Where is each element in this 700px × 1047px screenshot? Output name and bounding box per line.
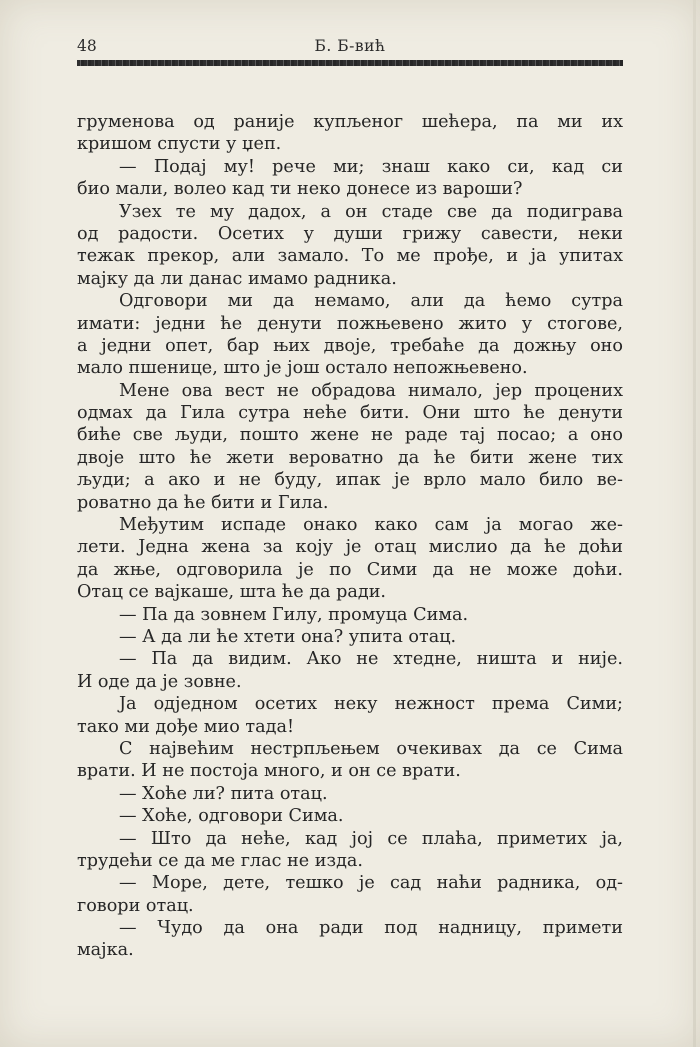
text-line: Отац се вајкаше, шта ће да ради. (77, 582, 387, 603)
text-line: тежак прекор, али замало. То ме прође, и ја упитах (77, 246, 623, 267)
paragraph (77, 201, 623, 291)
text-line: врати. И не постоја много, и он се врати. (77, 761, 461, 782)
text-line: а једни опет, бар њих двоје, требаће да дожњу оно (77, 335, 623, 356)
text-line: кришом спусти у џеп. (77, 134, 282, 155)
text-line: од радости. Осетих у души грижу савести, неки (77, 223, 623, 244)
body-text (77, 111, 623, 962)
text-line: — Море, дете, тешко је сад наћи радника, од- (119, 873, 623, 894)
text-line: — Па да видим. Ако не хтедне, ништа и није. (119, 649, 623, 670)
text-line: — Подај му! рече ми; знаш како си, кад си (119, 156, 623, 177)
paragraph (77, 626, 623, 648)
text-line: — Што да неће, кад јој се плаћа, приметих ја, (119, 828, 623, 849)
paragraph (77, 805, 623, 827)
paragraph (77, 156, 623, 201)
text-line: мало пшенице, што је још остало непожњевено. (77, 358, 528, 379)
text-line: Узех те му дадох, а он стаде све да подиграва (119, 201, 623, 222)
text-line: Мене ова вест не обрадова нимало, јер процених (119, 380, 623, 401)
text-line: говори отац. (77, 895, 194, 916)
paragraph (77, 693, 623, 738)
text-line: мајку да ли данас имамо радника. (77, 268, 397, 289)
running-head: Б. Б-вић (314, 37, 386, 55)
text-line: лети. Једна жена за коју је отац мислио да ће доћи (77, 537, 623, 558)
paragraph (77, 783, 623, 805)
paragraph (77, 738, 623, 783)
paragraph (77, 828, 623, 873)
paragraph (77, 648, 623, 693)
text-line: роватно да ће бити и Гила. (77, 492, 329, 513)
text-line: одмах да Гила сутра неће бити. Они што ће денути (77, 403, 623, 424)
text-line: биће све људи, пошто жене не раде тај посао; а оно (77, 425, 623, 446)
text-line: — Па да зовнем Гилу, промуца Сима. (119, 604, 469, 625)
text-line: мајка. (77, 940, 134, 961)
text-line: Одговори ми да немамо, али да ћемо сутра (119, 291, 623, 312)
text-line: да жње, одговорила је по Сими да не може доћи. (77, 559, 623, 580)
text-line: двоје што ће жети вероватно да ће бити жене тих (77, 447, 623, 468)
text-line: Међутим испаде онако како сам ја могао же- (119, 515, 623, 536)
paragraph (77, 111, 623, 156)
text-line: И оде да је зовне. (77, 671, 242, 692)
text-line: Ја одједном осетих неку нежност према Сими; (119, 694, 623, 715)
paragraph (77, 290, 623, 380)
text-line: имати: једни ће денути пожњевено жито у стогове, (77, 313, 623, 334)
page-header (77, 35, 623, 57)
text-line: људи; а ако и не буду, ипак је врло мало било ве- (77, 470, 623, 491)
text-line: С највећим нестрпљењем очекивах да се Сима (119, 738, 623, 759)
text-line: — А да ли ће хтети она? упита отац. (119, 626, 457, 647)
paragraph (77, 917, 623, 962)
text-line: груменова од раније купљеног шећера, па ми их (77, 112, 623, 132)
paragraph (77, 514, 623, 604)
text-line: тако ми дође мио тада! (77, 716, 295, 737)
text-line: — Чудо да она ради под надницу, примети (119, 918, 623, 939)
paragraph (77, 604, 623, 626)
page-edge (693, 0, 696, 1047)
text-line: трудећи се да ме глас не изда. (77, 850, 364, 871)
paragraph (77, 872, 623, 917)
text-line: — Хоће, одговори Сима. (119, 806, 344, 827)
page-number: 48 (77, 37, 97, 55)
text-line: — Хоће ли? пита отац. (119, 783, 328, 804)
text-line: био мали, волео кад ти неко донесе из вароши? (77, 179, 523, 200)
header-rule (77, 60, 623, 66)
paragraph (77, 380, 623, 514)
